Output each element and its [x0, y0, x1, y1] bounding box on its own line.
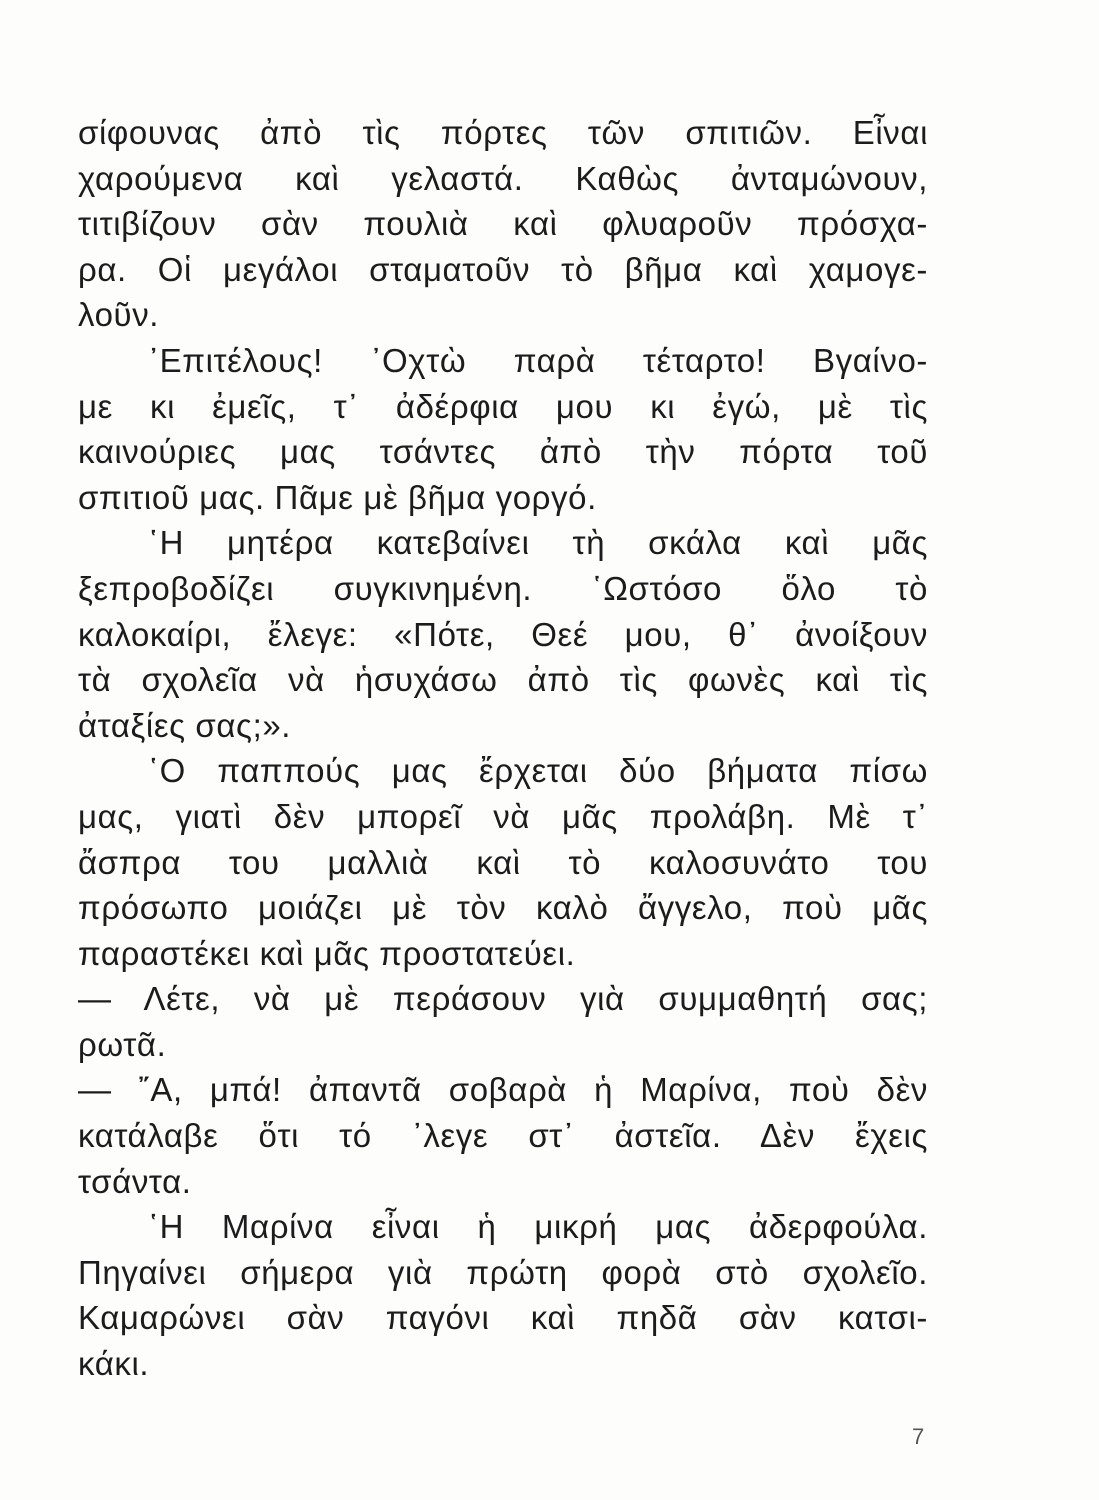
text-line: κατάλαβε ὅτι τό ᾿λεγε στ᾿ ἀστεῖα. Δὲν ἔχεις — [78, 1117, 928, 1155]
text-line: ῾Ο παππούς μας ἔρχεται δύο βήματα πίσω — [148, 752, 928, 790]
text-line: λοῦν. — [78, 296, 160, 334]
text-line: καλοκαίρι, ἔλεγε: «Πότε, Θεέ μου, θ᾿ ἀνοίξουν — [78, 615, 928, 653]
text-line: τὰ σχολεῖα νὰ ἡσυχάσω ἀπὸ τὶς φωνὲς καὶ τὶς — [78, 661, 928, 699]
text-line: Πηγαίνει σήμερα γιὰ πρώτη φορὰ στὸ σχολεῖο. — [78, 1253, 928, 1291]
text-line: Καμαρώνει σὰν παγόνι καὶ πηδᾶ σὰν κατσι- — [78, 1299, 928, 1337]
text-line: σίφουνας ἀπὸ τὶς πόρτες τῶν σπιτιῶν. Εἶναι — [78, 114, 928, 151]
text-line: τιτιβίζουν σὰν πουλιὰ καὶ φλυαροῦν πρόσχα- — [78, 205, 928, 243]
text-line: ρωτᾶ. — [78, 1025, 167, 1063]
text-line: ρα. Οἱ μεγάλοι σταματοῦν τὸ βῆμα καὶ χαμογε- — [78, 250, 928, 288]
text-line: ἄσπρα του μαλλιὰ καὶ τὸ καλοσυνάτο του — [78, 843, 928, 881]
text-line: ἀταξίες σας;». — [78, 706, 292, 744]
body-text — [78, 110, 928, 1387]
text-line: μας, γιατὶ δὲν μπορεῖ νὰ μᾶς προλάβη. Μὲ τ᾿ — [78, 797, 928, 835]
text-line: χαρούμενα καὶ γελαστά. Καθὼς ἀνταμώνουν, — [78, 159, 928, 197]
text-line: ῾Η μητέρα κατεβαίνει τὴ σκάλα καὶ μᾶς — [148, 524, 928, 562]
text-line: τσάντα. — [78, 1162, 192, 1200]
text-line: — Λέτε, νὰ μὲ περάσουν γιὰ συμμαθητή σας; — [78, 980, 928, 1018]
page-number: 7 — [912, 1424, 925, 1449]
text-line: ᾿Επιτέλους! ᾿Οχτὼ παρὰ τέταρτο! Βγαίνο- — [148, 341, 928, 379]
text-line: — ῎Α, μπά! ἀπαντᾶ σοβαρὰ ἡ Μαρίνα, ποὺ δὲν — [78, 1071, 928, 1109]
text-line: πρόσωπο μοιάζει μὲ τὸν καλὸ ἄγγελο, ποὺ μᾶς — [78, 889, 928, 927]
text-line: ξεπροβοδίζει συγκινημένη. ῾Ωστόσο ὅλο τὸ — [78, 569, 928, 607]
text-line: ῾Η Μαρίνα εἶναι ἡ μικρή μας ἀδερφούλα. — [148, 1208, 928, 1246]
text-line: παραστέκει καὶ μᾶς προστατεύει. — [78, 934, 576, 972]
text-line: κάκι. — [78, 1345, 150, 1383]
text-line: καινούριες μας τσάντες ἀπὸ τὴν πόρτα τοῦ — [78, 433, 928, 471]
text-line: με κι ἐμεῖς, τ᾿ ἀδέρφια μου κι ἐγώ, μὲ τὶς — [78, 387, 928, 425]
text-line: σπιτιοῦ μας. Πᾶμε μὲ βῆμα γοργό. — [78, 478, 597, 516]
